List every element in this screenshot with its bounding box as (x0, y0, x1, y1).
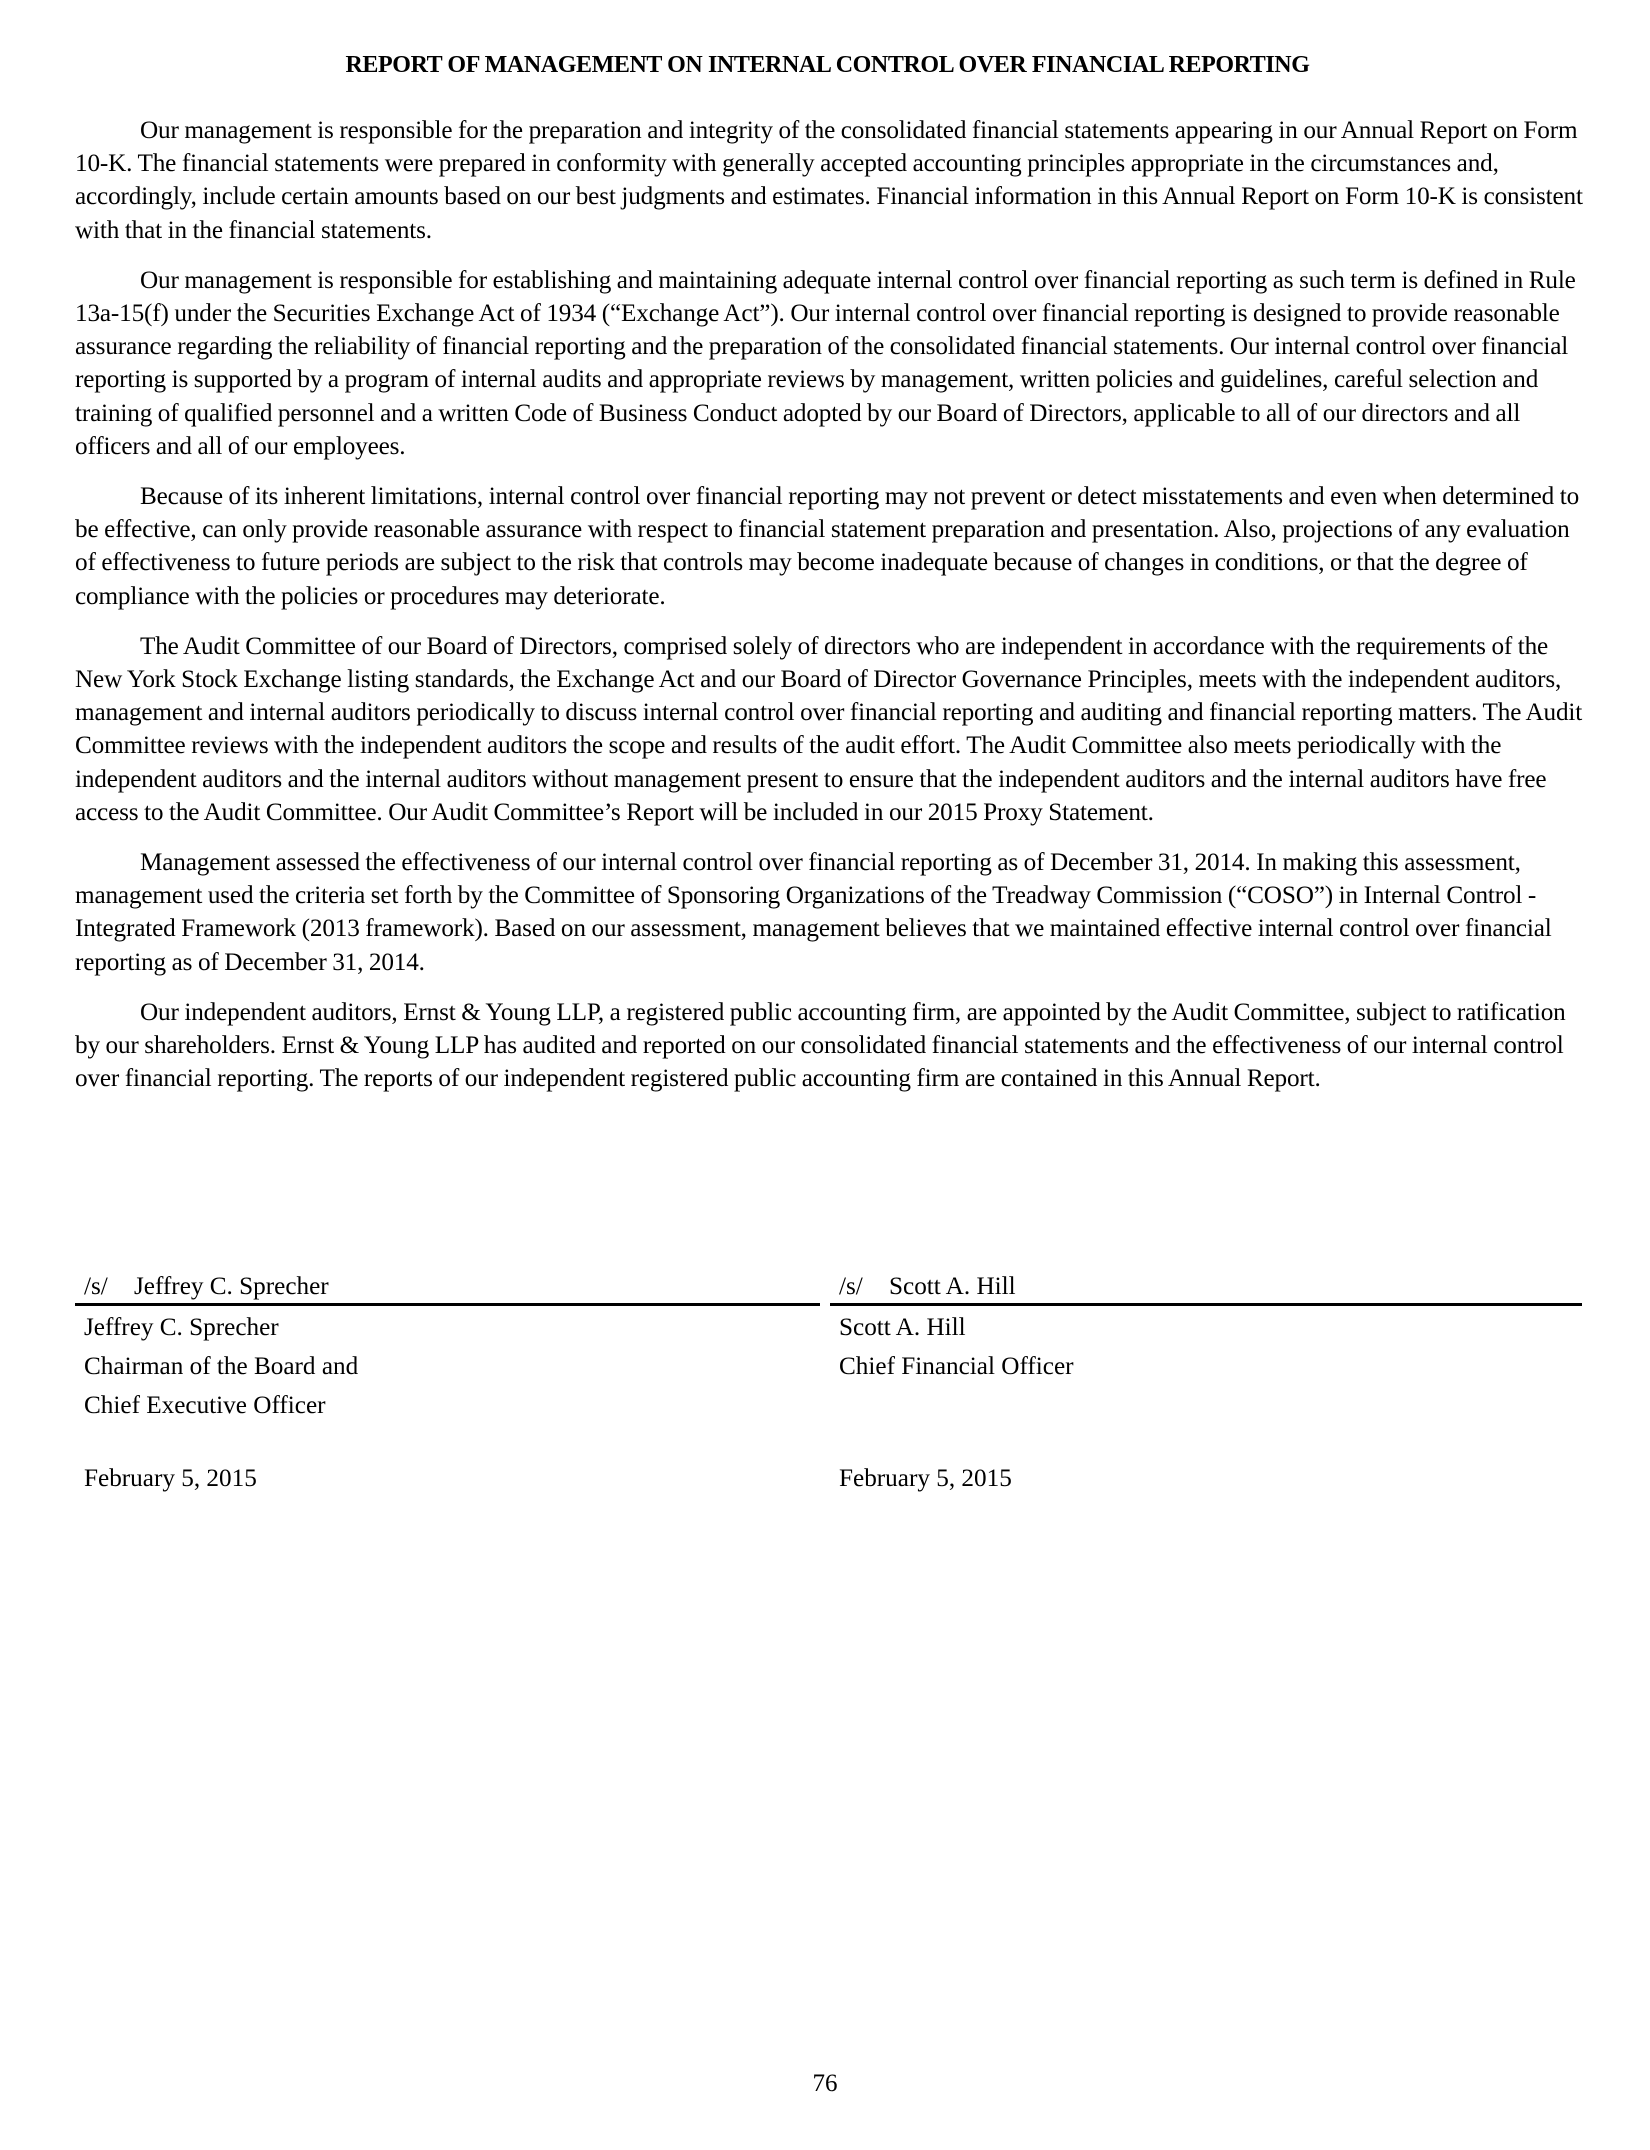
paragraph-independent-auditors: Our independent auditors, Ernst & Young LLP, a registered public accounting firm, are appointed by the Audit Committee, subject to ratification by our shareholders. Ernst & Young LLP has audited and reported on our consolidated financial statements and the effectiveness of our internal control over financial reporting. The reports of our independent registered public accounting firm are contained in this Annual Report. (75, 998, 1566, 1093)
signature-ceo (75, 1270, 820, 1492)
page-number: 76 (812, 2070, 838, 2097)
printed-name: Jeffrey C. Sprecher (84, 1314, 279, 1341)
signature-date: February 5, 2015 (839, 1465, 1012, 1492)
signatory-title: Chief Financial Officer (839, 1353, 1074, 1380)
paragraph-management-assessment: Management assessed the effectiveness of our internal control over financial reporting as of December 31, 2014. In making this assessment, management used the criteria set forth by the Committee of Sponsoring Organizations of the Treadway Commission (“COSO”) in Internal Control - Integrated Framework (2013 framework). Based on our assessment, management believes that we maintained effective internal control over financial reporting as of December 31, 2014. (75, 849, 1552, 976)
signatory-title: Chairman of the Board and (84, 1353, 359, 1380)
signature-cfo (830, 1270, 1582, 1492)
signatory-info (75, 1308, 820, 1425)
signature-line (830, 1270, 1582, 1306)
signature-mark: /s/ (839, 1273, 863, 1300)
signature-line (75, 1270, 820, 1306)
paragraph-financial-statements-responsibility: Our management is responsible for the preparation and integrity of the consolidated financial statements appearing in our Annual Report on Form 10-K. The financial statements were prepared in conformity with generally accepted accounting principles appropriate in the circumstances and, accordingly, include certain amounts based on our best judgments and estimates. Financial information in this Annual Report on Form 10-K is consistent with that in the financial statements. (75, 117, 1583, 244)
signature-mark: /s/ (84, 1273, 108, 1300)
paragraph-internal-control-responsibility: Our management is responsible for establishing and maintaining adequate internal control over financial reporting as such term is defined in Rule 13a-15(f) under the Securities Exchange Act of 1934 (“Exchange Act”). Our internal control over financial reporting is designed to provide reasonable assurance regarding the reliability of financial reporting and the preparation of the consolidated financial statements. Our internal control over financial reporting is supported by a program of internal audits and appropriate reviews by management, written policies and guidelines, careful selection and training of qualified personnel and a written Code of Business Conduct adopted by our Board of Directors, applicable to all of our directors and all officers and all of our employees. (75, 266, 1576, 460)
signed-name: Jeffrey C. Sprecher (134, 1273, 329, 1300)
paragraph-inherent-limitations: Because of its inherent limitations, internal control over financial reporting may not prevent or detect misstatements and even when determined to be effective, can only provide reasonable assurance with respect to financial statement preparation and presentation. Also, projections of any evaluation of effectiveness to future periods are subject to the risk that controls may become inadequate because of changes in conditions, or that the degree of compliance with the policies or procedures may deteriorate. (75, 483, 1580, 610)
printed-name: Scott A. Hill (839, 1314, 966, 1341)
report-body (75, 114, 1585, 1112)
signatory-title-continued: Chief Executive Officer (84, 1392, 326, 1419)
report-title: REPORT OF MANAGEMENT ON INTERNAL CONTROL OVER FINANCIAL REPORTING (345, 52, 1310, 78)
signature-date: February 5, 2015 (84, 1465, 257, 1492)
paragraph-audit-committee: The Audit Committee of our Board of Directors, comprised solely of directors who are independent in accordance with the requirements of the New York Stock Exchange listing standards, the Exchange Act and our Board of Director Governance Principles, meets with the independent auditors, management and internal auditors periodically to discuss internal control over financial reporting and auditing and financial reporting matters. The Audit Committee reviews with the independent auditors the scope and results of the audit effort. The Audit Committee also meets periodically with the independent auditors and the internal auditors without management present to ensure that the independent auditors and the internal auditors have free access to the Audit Committee. Our Audit Committee’s Report will be included in our 2015 Proxy Statement. (75, 632, 1583, 826)
signatory-info (830, 1308, 1582, 1386)
signed-name: Scott A. Hill (889, 1273, 1016, 1300)
